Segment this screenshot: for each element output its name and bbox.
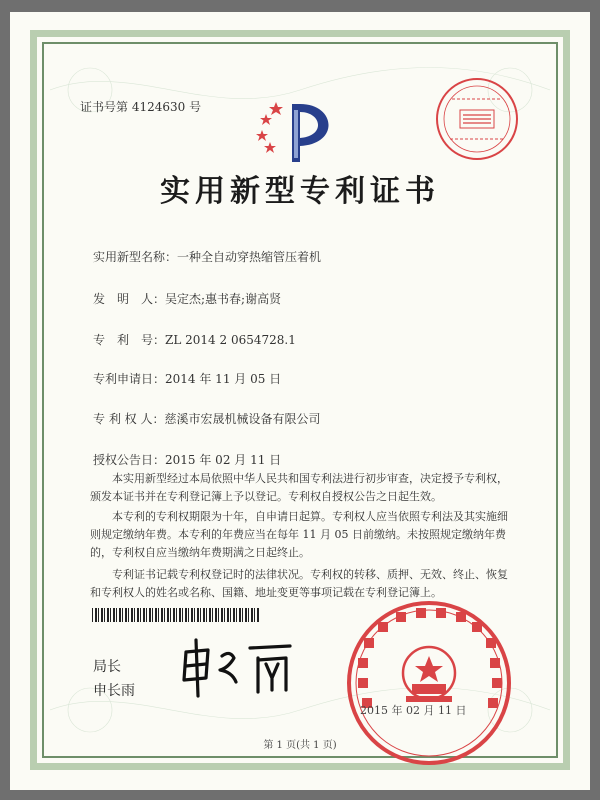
page-number: 第 1 页(共 1 页): [263, 740, 337, 751]
body-paragraph-term: 本专利的专利权期限为十年，自申请日起算。专利权人应当依照专利法及其实施细则规定缴纳年费。本专利的年费应当在每年 11 月 05 日前缴纳。未按照规定缴纳年费的，专利权自应当缴纳年费期满之日起终止。: [90, 510, 508, 559]
certificate-number-line: [80, 98, 201, 115]
field-application-date: [93, 370, 281, 387]
body-paragraph-grant: 本实用新型经过本局依照中华人民共和国专利法进行初步审查，决定授予专利权，颁发本证书并在专利登记簿上予以登记。专利权自授权公告之日起生效。: [90, 472, 508, 503]
director-title: 局长: [93, 659, 121, 675]
director-signature: [178, 634, 298, 704]
certificate-number-suffix: 号: [189, 100, 202, 114]
field-label: 专利申请日：: [93, 372, 166, 386]
field-value: 2014 年 11 月 05 日: [165, 372, 282, 386]
body-paragraph-status: 专利证书记载专利权登记时的法律状况。专利权的转移、质押、无效、终止、恢复和专利权人的姓名或名称、国籍、地址变更等事项记载在专利登记簿上。: [90, 568, 508, 599]
certificate-number-label: 证书号第: [80, 100, 129, 114]
seal-date: 2015 年 02 月 11 日: [360, 704, 467, 717]
field-patentee: [93, 410, 320, 427]
field-patent-number: [93, 331, 296, 348]
agency-seal-stamp: [432, 74, 522, 164]
field-label: 发 明 人：: [93, 292, 166, 306]
field-value: 吴定杰;惠书春;谢高贤: [165, 292, 282, 306]
sipo-logo-icon: [248, 100, 344, 164]
field-label: 专 利 号：: [93, 333, 166, 347]
barcode: [92, 608, 260, 622]
field-label: 授权公告日：: [93, 453, 166, 467]
field-inventors: [93, 290, 281, 307]
field-utility-model-name: [93, 248, 321, 265]
field-grant-date: [93, 451, 281, 468]
field-label: 实用新型名称：: [93, 250, 178, 264]
certificate-number: 4124630: [131, 100, 186, 114]
field-value: ZL 2014 2 0654728.1: [165, 333, 296, 347]
field-value: 慈溪市宏晟机械设备有限公司: [164, 412, 321, 426]
field-value: 一种全自动穿热缩管压着机: [177, 250, 322, 264]
director-name: 申长雨: [93, 683, 135, 699]
field-value: 2015 年 02 月 11 日: [165, 453, 282, 467]
document-title: 实用新型专利证书: [160, 174, 440, 209]
field-label: 专 利 权 人：: [93, 412, 165, 426]
